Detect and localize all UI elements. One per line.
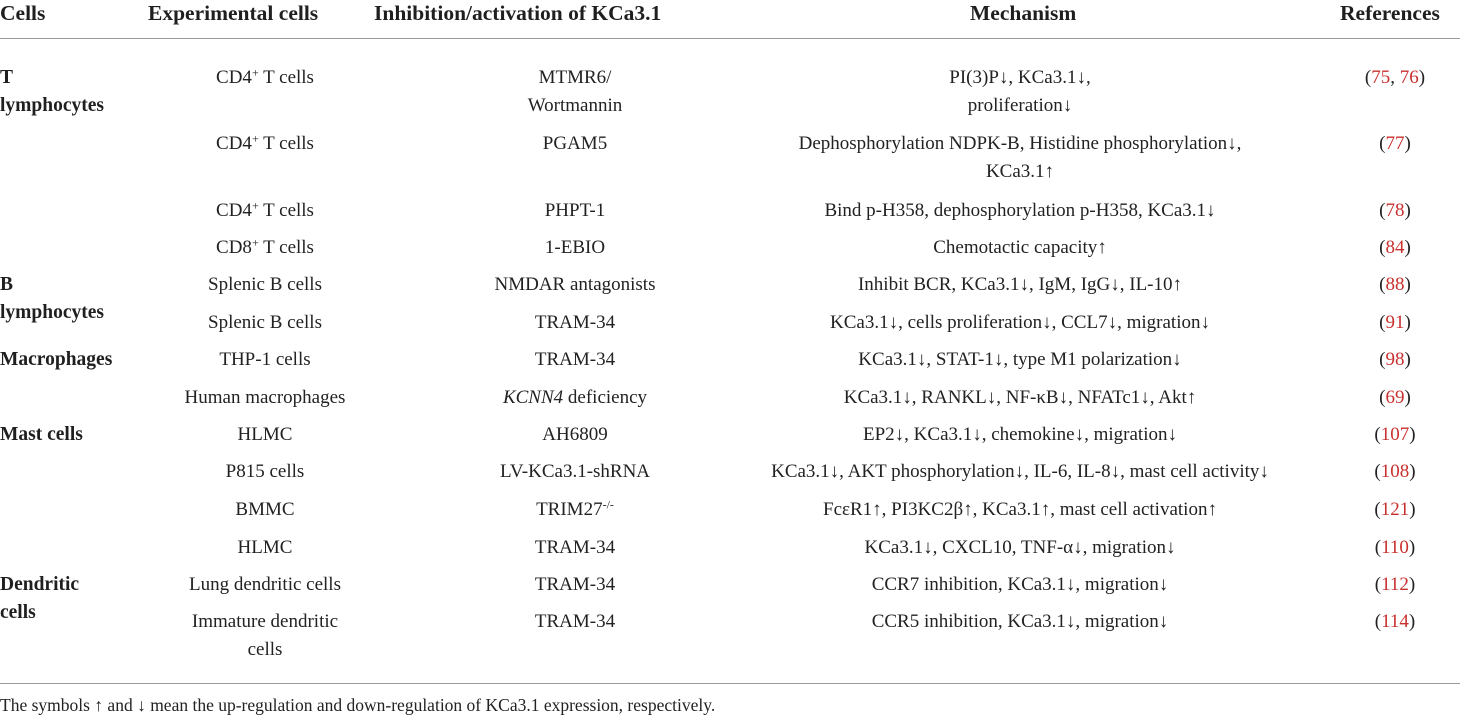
reference-link[interactable]: (121) [1374, 499, 1416, 520]
mechanism-cell: KCa3.1↓, AKT phosphorylation↓, IL-6, IL-8↓, mast cell activity↓ [771, 461, 1269, 482]
reference-link[interactable]: (98) [1379, 349, 1411, 370]
inhibitor-cell: PHPT-1 [544, 200, 606, 221]
experimental-cell: CD4+ T cells [216, 65, 314, 88]
inhibitor-cell: NMDAR antagonists [494, 274, 656, 295]
table-footnote: The symbols ↑ and ↓ mean the up-regulation and down-regulation of KCa3.1 expression, respectively. [0, 695, 716, 715]
header-cells: Cells [0, 1, 46, 25]
header-references: References [1340, 1, 1440, 25]
experimental-cell: Lung dendritic cells [189, 574, 341, 595]
mechanism-cell: KCa3.1↓, cells proliferation↓, CCL7↓, migration↓ [830, 312, 1210, 333]
inhibitor-cell: TRAM-34 [534, 312, 616, 333]
kca31-table: Cells Experimental cells Inhibition/activation of KCa3.1 Mechanism References T lymphocytes B lymphocytes Macrophages Mast cells Dendritic cells CD4+ T cells MTMR6/ Wortmannin PI(3)P↓, KCa3.1↓, proliferation↓ (75, 76) CD4+ T cells PGAM5 Dephosphorylation NDPK-B, Histidine phosphorylation↓, KCa3.1↑ (77) CD4+ T cells PHPT-1 Bind p-H358, dephosphorylation p-H358, KCa3.1↓ (78) CD8+ T cells 1-EBIO Chemotactic capacity↑ (84) Splenic B cells NMDAR antagonists Inhibit BCR, KCa3.1↓, IgM, IgG↓, IL-10↑ (88) Splenic B cells TRAM-34 KCa3.1↓, cells proliferation↓, CCL7↓, migration↓ (91) THP-1 cells TRAM-34 KCa3.1↓, STAT-1↓, type M1 polarization↓ (98) Human macrophages KCNN4 deficiency KCa3.1↓, RANKL↓, NF-κB↓, NFATc1↓, Akt↑ (69) HLMC AH6809 EP2↓, KCa3.1↓, chemokine↓, migration↓ (107) P815 cells LV-KCa3.1-shRNA KCa3.1↓, AKT phosphorylation↓, IL-6, IL-8↓, mast cell activity↓ (108) BMMC TRIM27-/- FcεR1↑, PI3KC2β↑, KCa3.1↑, mast cell activation↑ (121) HLMC TRAM-34 KCa3.1↓, CXCL10, TNF-α↓, migration↓ (110) Lung dendritic cells TRAM-34 CCR7 inhibition, KCa3.1↓, migration↓ (112) Immature dendritic cells TRAM-34 CCR5 inhibition, KCa3.1↓, migration↓ (114) The symbols ↑ and ↓ mean the up-regulation and down-regulation of KCa3.1 expression, respectively. [0, 0, 1460, 718]
group-label-line: T [0, 67, 14, 88]
experimental-cell: P815 cells [225, 461, 305, 482]
experimental-cell: THP-1 cells [219, 349, 311, 370]
mechanism-cell: FcεR1↑, PI3KC2β↑, KCa3.1↑, mast cell activation↑ [823, 499, 1217, 520]
reference-link[interactable]: (69) [1379, 387, 1411, 408]
reference-link[interactable]: (110) [1374, 537, 1416, 558]
reference-link[interactable]: (77) [1379, 133, 1411, 154]
mechanism-cell: Inhibit BCR, KCa3.1↓, IgM, IgG↓, IL-10↑ [857, 274, 1183, 295]
mechanism-cell: CCR5 inhibition, KCa3.1↓, migration↓ [871, 611, 1169, 632]
reference-link[interactable]: (108) [1374, 461, 1416, 482]
reference-link[interactable]: (91) [1379, 312, 1411, 333]
inhibitor-cell: TRAM-34 [534, 611, 616, 632]
inhibitor-cell: KCNN4 deficiency [502, 387, 648, 408]
experimental-cell: Immature dendritic cells [191, 611, 339, 660]
experimental-cell: Splenic B cells [208, 312, 322, 333]
mechanism-cell: KCa3.1↓, STAT-1↓, type M1 polarization↓ [858, 349, 1182, 370]
reference-link[interactable]: (114) [1374, 611, 1416, 632]
reference-link[interactable]: (112) [1374, 574, 1416, 595]
inhibitor-cell: TRIM27-/- [536, 497, 614, 520]
mechanism-cell: KCa3.1↓, CXCL10, TNF-α↓, migration↓ [864, 537, 1176, 558]
group-label-line: cells [0, 602, 36, 623]
reference-link[interactable]: (107) [1374, 424, 1416, 445]
group-label-line: lymphocytes [0, 302, 104, 323]
mechanism-cell: PI(3)P↓, KCa3.1↓, proliferation↓ [949, 67, 1091, 116]
footer-divider [0, 683, 1460, 684]
mechanism-cell: Bind p-H358, dephosphorylation p-H358, KCa3.1↓ [824, 200, 1216, 221]
inhibitor-cell: AH6809 [542, 424, 608, 445]
inhibitor-cell: TRAM-34 [534, 349, 616, 370]
experimental-cell: HLMC [237, 537, 293, 558]
experimental-cell: CD4+ T cells [216, 131, 314, 154]
inhibitor-cell: 1-EBIO [544, 237, 606, 258]
mechanism-cell: CCR7 inhibition, KCa3.1↓, migration↓ [871, 574, 1169, 595]
mechanism-cell: Chemotactic capacity↑ [933, 237, 1107, 258]
mechanism-cell: EP2↓, KCa3.1↓, chemokine↓, migration↓ [863, 424, 1177, 445]
inhibitor-cell: MTMR6/ Wortmannin [527, 67, 623, 116]
mechanism-cell: Dephosphorylation NDPK-B, Histidine phosphorylation↓, KCa3.1↑ [798, 133, 1242, 182]
inhibitor-cell: TRAM-34 [534, 537, 616, 558]
experimental-cell: Splenic B cells [208, 274, 322, 295]
header-experimental-cells: Experimental cells [148, 1, 319, 25]
experimental-cell: Human macrophages [184, 387, 346, 408]
inhibitor-cell: TRAM-34 [534, 574, 616, 595]
inhibitor-cell: PGAM5 [542, 133, 608, 154]
reference-link[interactable]: (78) [1379, 200, 1411, 221]
group-label-line: B [0, 274, 14, 295]
experimental-cell: BMMC [235, 499, 295, 520]
header-mechanism: Mechanism [970, 1, 1077, 25]
header-inhibition-activation: Inhibition/activation of KCa3.1 [374, 1, 662, 25]
mechanism-cell: KCa3.1↓, RANKL↓, NF-κB↓, NFATc1↓, Akt↑ [843, 387, 1197, 408]
reference-link[interactable]: (75, 76) [1364, 67, 1426, 88]
inhibitor-cell: LV-KCa3.1-shRNA [499, 461, 651, 482]
reference-link[interactable]: (84) [1379, 237, 1411, 258]
experimental-cell: CD4+ T cells [216, 198, 314, 221]
group-label-line: lymphocytes [0, 95, 104, 116]
header-divider [0, 38, 1460, 39]
experimental-cell: CD8+ T cells [216, 235, 314, 258]
reference-link[interactable]: (88) [1379, 274, 1411, 295]
experimental-cell: HLMC [237, 424, 293, 445]
group-label-line: Dendritic [0, 574, 80, 595]
